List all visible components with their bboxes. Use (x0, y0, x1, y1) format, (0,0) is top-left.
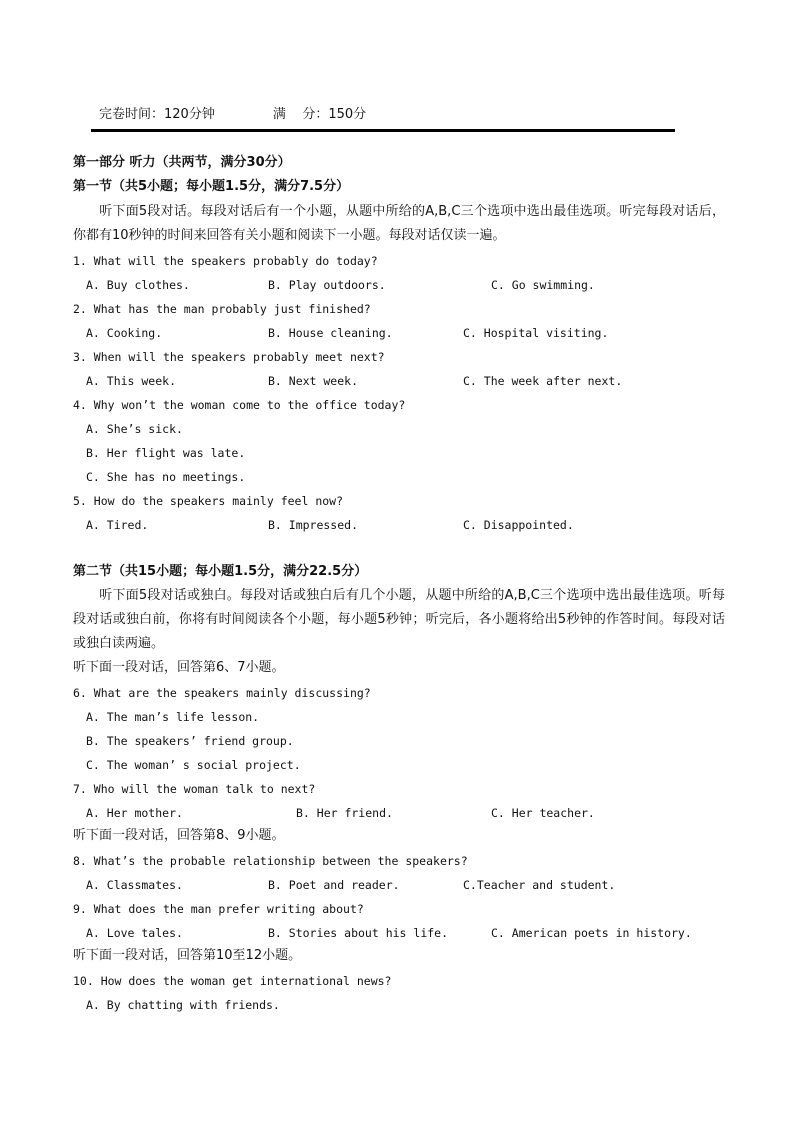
option-b: B. Impressed. (268, 518, 359, 532)
listening-lead: 听下面一段对话，回答第6、7小题。 (73, 660, 285, 675)
option-b: B. Her flight was late. (86, 446, 246, 460)
option-a: A. This week. (86, 374, 177, 388)
section1-title: 第一节（共5小题；每小题1.5分，满分7.5分） (73, 179, 350, 194)
question-stem: 7. Who will the woman talk to next? (73, 782, 316, 796)
question-stem: 9. What does the man prefer writing about? (73, 902, 364, 916)
option-c: C. Hospital visiting. (463, 326, 609, 340)
option-c: C. The woman’ s social project. (86, 758, 301, 772)
option-b: B. Stories about his life. (268, 926, 449, 940)
section1-instruction-text: 听下面5段对话。每段对话后有一个小题，从题中所给的A,B,C三个选项中选出最佳选项。听完每段对话后，你都有10秒钟的时间来回答有关小题和阅读下一小题。每段对话仅读一遍。 (73, 204, 725, 243)
question-stem: 2. What has the man probably just finished? (73, 302, 371, 316)
option-c: C. Go swimming. (491, 278, 595, 292)
exam-header (99, 103, 366, 122)
exam-full-score: 满 分：150分 (272, 107, 367, 122)
section2-instruction-text: 听下面5段对话或独白。每段对话或独白后有几个小题，从题中所给的A,B,C三个选项中选出最佳选项。听每段对话或独白前，你将有时间阅读各个小题，每小题5秒钟；听完后，各小题将给出5秒钟的作答时间。每段对话或独白读两遍。 (73, 588, 725, 651)
header-divider (91, 129, 675, 132)
option-a: A. Cooking. (86, 326, 163, 340)
option-a: A. She’s sick. (86, 422, 183, 436)
option-c: C.Teacher and student. (463, 878, 616, 892)
option-a: A. Her mother. (86, 806, 183, 820)
listening-lead: 听下面一段对话，回答第8、9小题。 (73, 828, 285, 843)
part1-title: 第一部分 听力（共两节，满分30分） (73, 155, 291, 170)
exam-time: 完卷时间：120分钟 (99, 107, 215, 122)
option-a: A. Tired. (86, 518, 149, 532)
option-b: B. Poet and reader. (268, 878, 400, 892)
option-c: C. American poets in history. (491, 926, 692, 940)
section1-instruction (73, 200, 725, 248)
section2-instruction (73, 584, 725, 656)
option-a: A. The man’s life lesson. (86, 710, 260, 724)
option-c: C. She has no meetings. (86, 470, 246, 484)
option-a: A. Buy clothes. (86, 278, 190, 292)
option-b: B. Play outdoors. (268, 278, 386, 292)
option-c: C. Her teacher. (491, 806, 595, 820)
question-stem: 6. What are the speakers mainly discussing? (73, 686, 371, 700)
question-stem: 3. When will the speakers probably meet next? (73, 350, 385, 364)
question-stem: 4. Why won’t the woman come to the office today? (73, 398, 406, 412)
listening-lead: 听下面一段对话，回答第10至12小题。 (73, 948, 302, 963)
option-b: B. Her friend. (296, 806, 393, 820)
option-b: B. House cleaning. (268, 326, 393, 340)
section2-title: 第二节（共15小题；每小题1.5分，满分22.5分） (73, 564, 368, 579)
option-c: C. Disappointed. (463, 518, 574, 532)
question-stem: 8. What’s the probable relationship between the speakers? (73, 854, 468, 868)
question-stem: 10. How does the woman get international news? (73, 974, 392, 988)
question-stem: 5. How do the speakers mainly feel now? (73, 494, 344, 508)
option-a: A. By chatting with friends. (86, 998, 280, 1012)
option-c: C. The week after next. (463, 374, 623, 388)
question-stem: 1. What will the speakers probably do today? (73, 254, 378, 268)
option-b: B. The speakers’ friend group. (86, 734, 294, 748)
option-a: A. Classmates. (86, 878, 183, 892)
option-a: A. Love tales. (86, 926, 183, 940)
option-b: B. Next week. (268, 374, 359, 388)
